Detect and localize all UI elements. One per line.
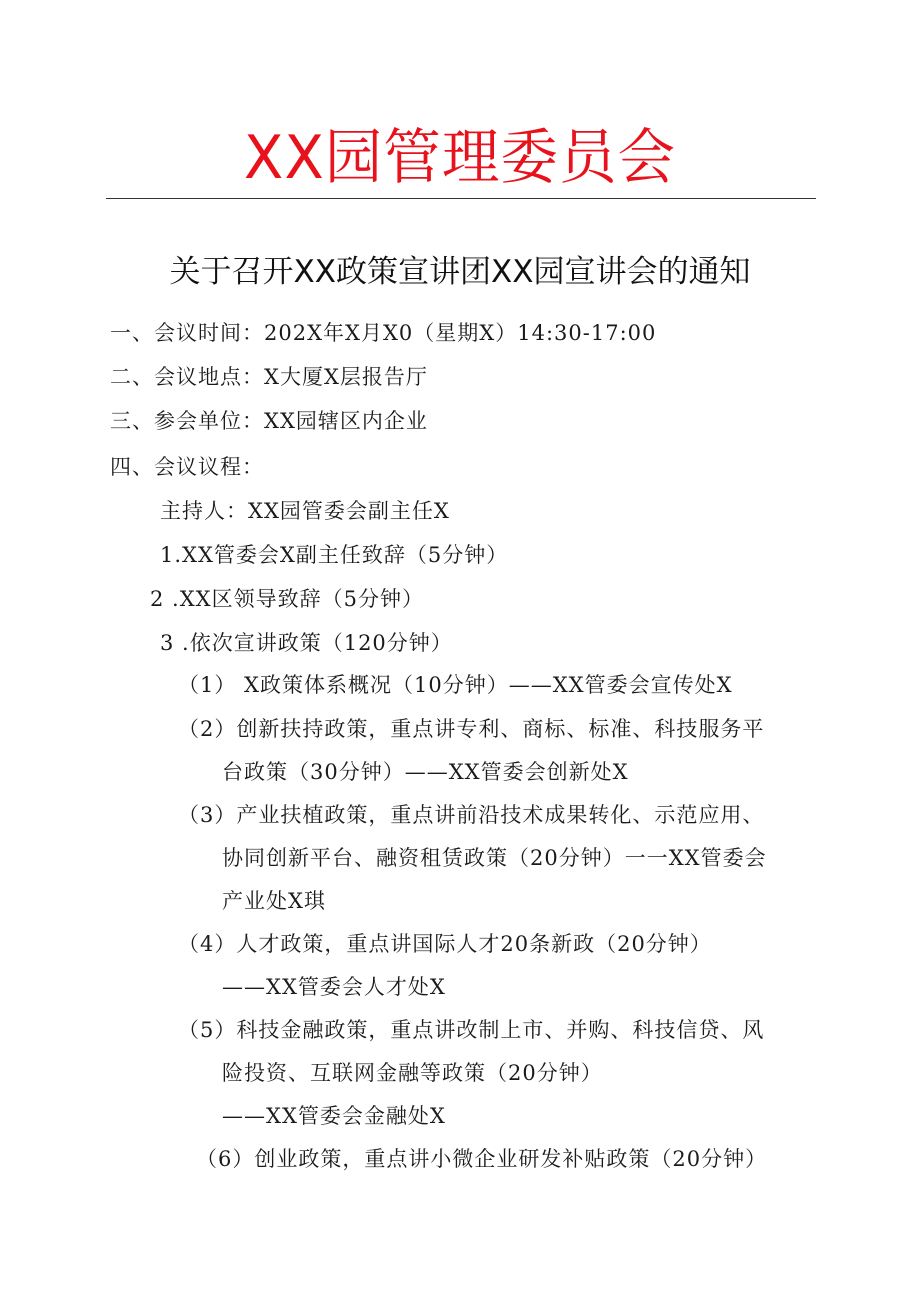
notice-title: 关于召开XX政策宣讲团XX园宣讲会的通知 — [169, 254, 751, 290]
meeting-time: 一、会议时间：202X年X月X0（星期X）14:30-17:00 — [110, 321, 657, 345]
policy-5-line-2: 险投资、互联网金融等政策（20分钟） — [222, 1061, 603, 1085]
agenda-item-1: 1.XX管委会X副主任致辞（5分钟） — [160, 543, 509, 567]
agenda-item-3: 3 .依次宣讲政策（120分钟） — [160, 631, 453, 655]
agenda-host: 主持人：XX园管委会副主任X — [160, 499, 450, 523]
policy-5-line-1: （5）科技金融政策，重点讲改制上市、并购、科技信贷、风 — [178, 1018, 765, 1042]
policy-6-line-1: （6）创业政策，重点讲小微企业研发补贴政策（20分钟） — [196, 1147, 768, 1171]
meeting-attendees: 三、参会单位：XX园辖区内企业 — [110, 409, 428, 433]
policy-4-line-1: （4）人才政策，重点讲国际人才20条新政（20分钟） — [178, 932, 712, 956]
policy-2-line-1: （2）创新扶持政策，重点讲专利、商标、标准、科技服务平 — [178, 717, 765, 741]
agenda-heading: 四、会议议程： — [110, 455, 264, 479]
header-divider — [106, 198, 816, 199]
policy-2-line-2: 台政策（30分钟）——XX管委会创新处X — [222, 760, 629, 784]
policy-3-line-3: 产业处X琪 — [222, 889, 326, 913]
policy-1-line-1: （1） X政策体系概况（10分钟）——XX管委会宣传处X — [178, 673, 733, 697]
policy-3-line-1: （3）产业扶植政策，重点讲前沿技术成果转化、示范应用、 — [178, 803, 765, 827]
issuer-header: XX园管理委员会 — [243, 123, 677, 193]
meeting-location: 二、会议地点：X大厦X层报告厅 — [110, 365, 428, 389]
policy-4-line-2: ——XX管委会人才处X — [222, 975, 446, 999]
agenda-item-2: 2 .XX区领导致辞（5分钟） — [150, 587, 424, 611]
policy-3-line-2: 协同创新平台、融资租赁政策（20分钟）一一XX管委会 — [222, 846, 767, 870]
policy-5-line-3: ——XX管委会金融处X — [222, 1104, 446, 1128]
